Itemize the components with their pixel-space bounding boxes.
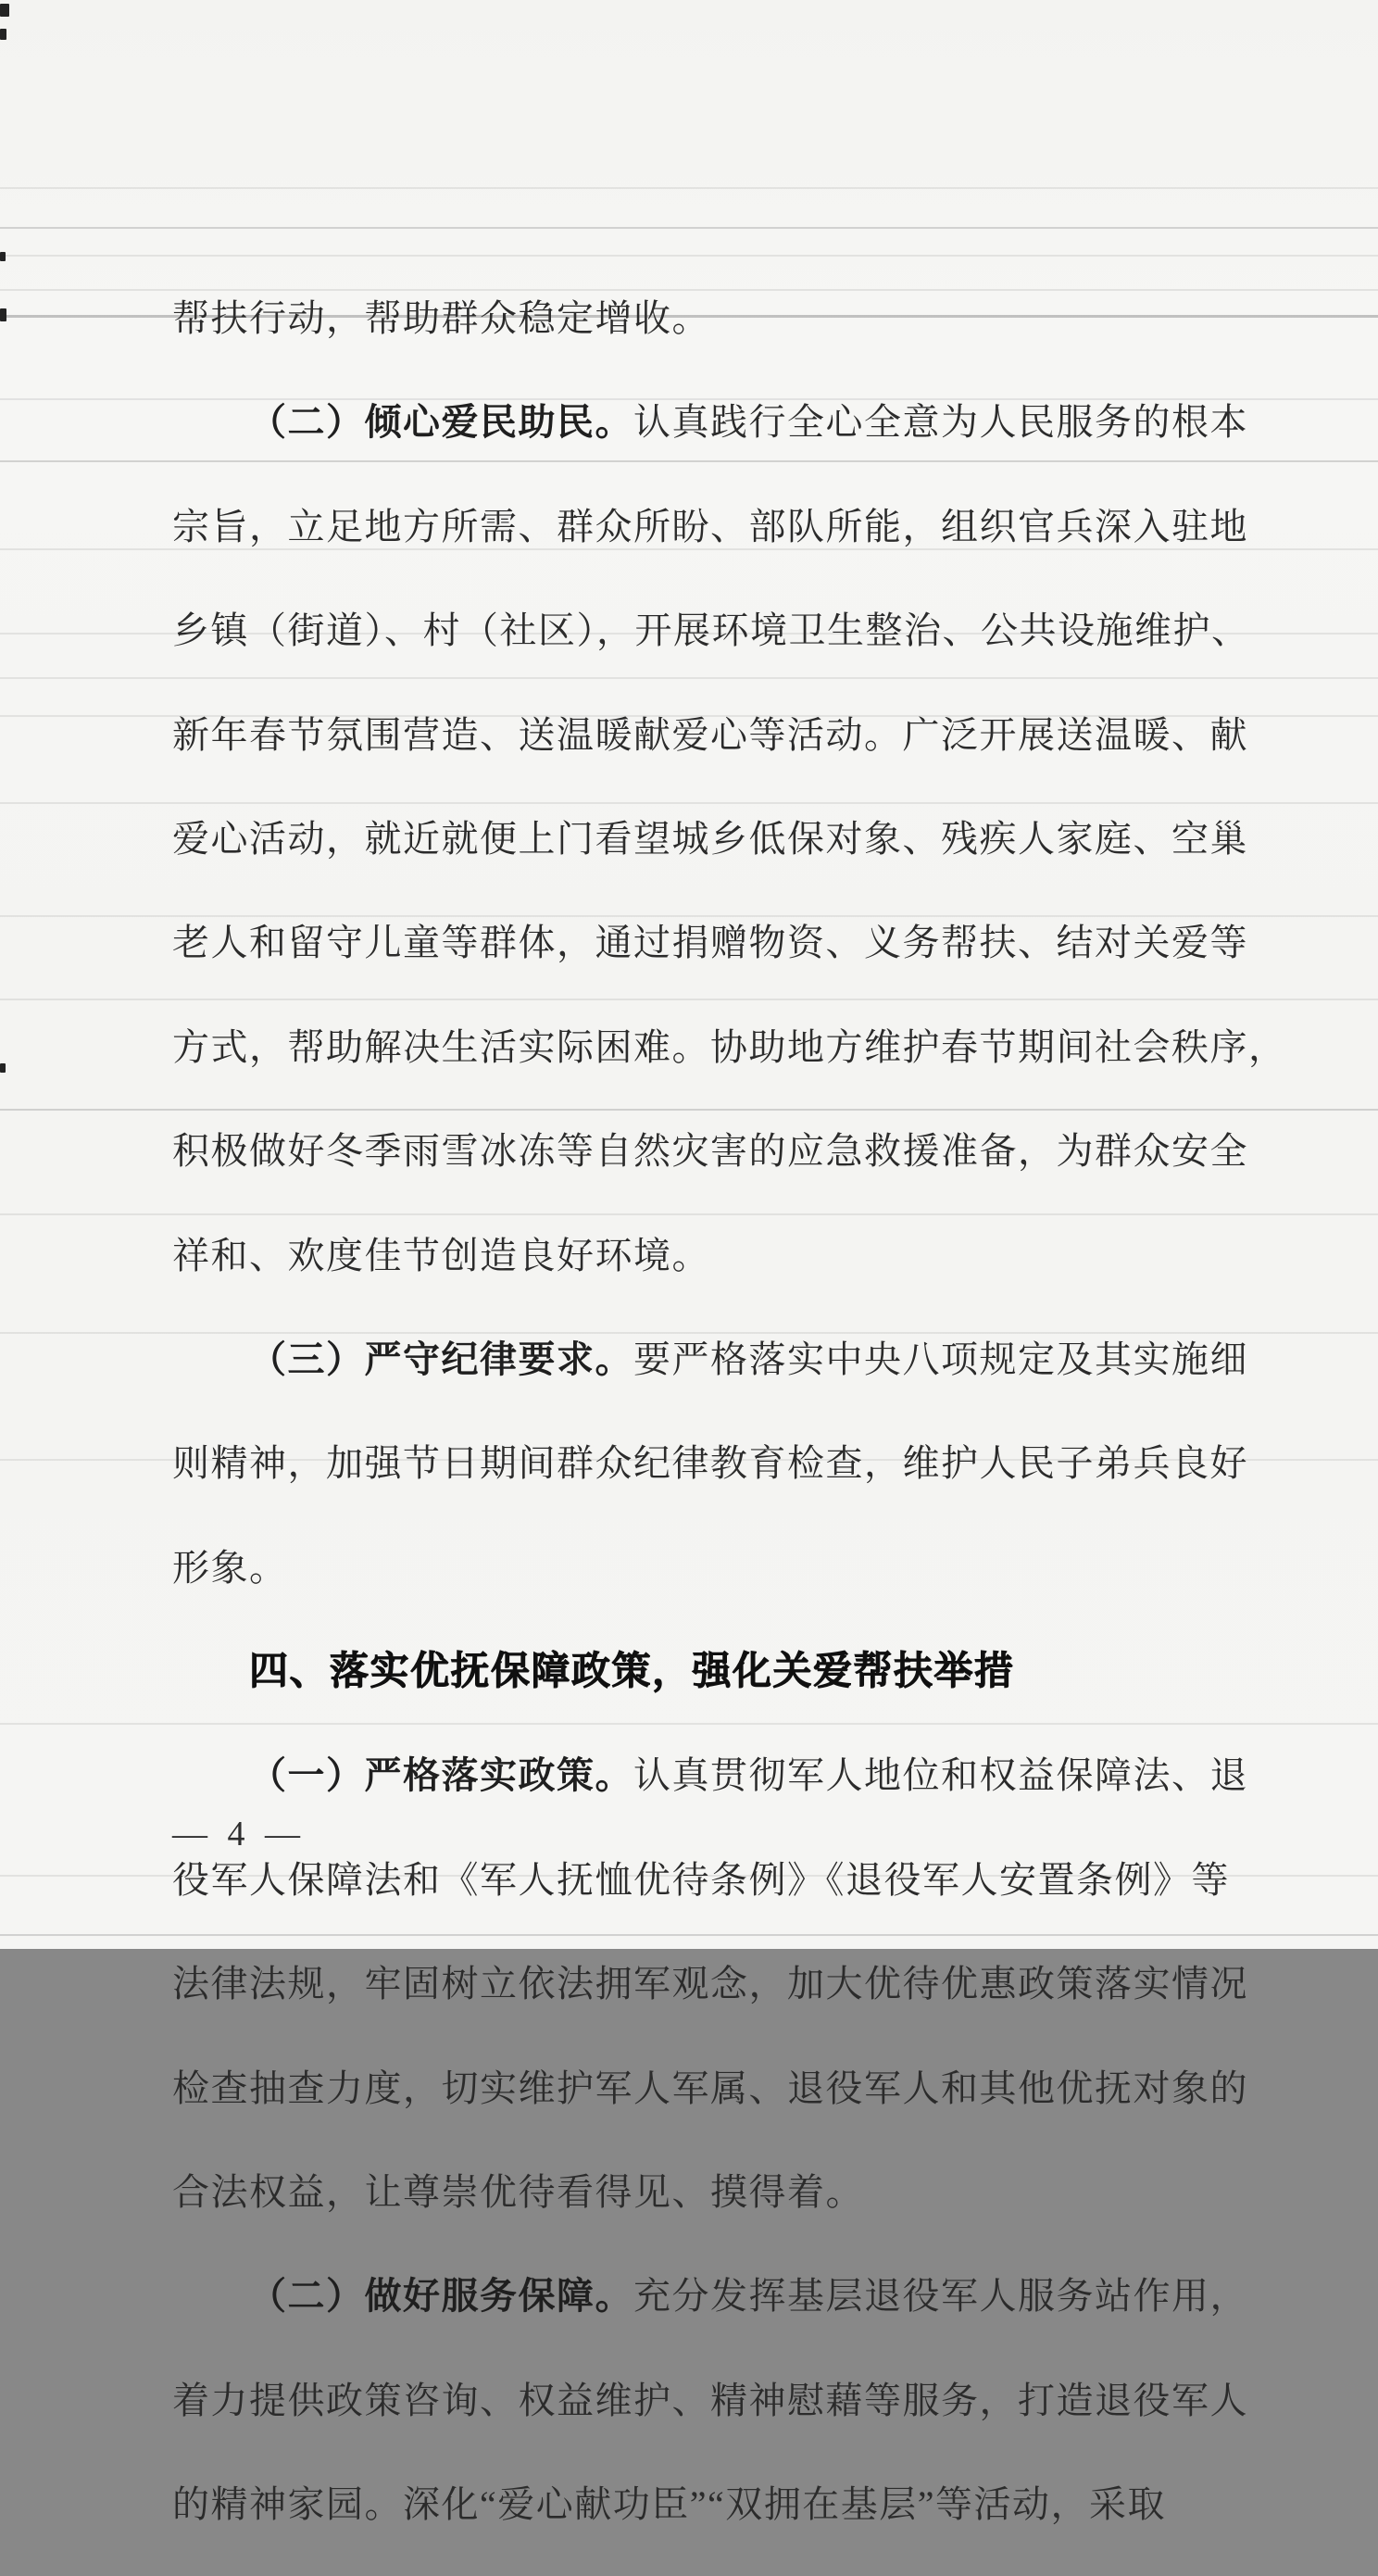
scan-speck — [0, 308, 6, 321]
line-text: 祥和、欢度佳节创造良好环境。 — [172, 1234, 710, 1276]
bold-lead: （三）严守纪律要求。 — [249, 1338, 633, 1380]
text-line — [172, 1326, 1252, 1393]
bold-lead: （一）严格落实政策。 — [249, 1754, 633, 1797]
text-line — [172, 1430, 1252, 1497]
line-text: 宗旨，立足地方所需、群众所盼、部队所能，组织官兵深入驻地 — [172, 505, 1248, 547]
bold-lead: （二）做好服务保障。 — [249, 2275, 633, 2318]
line-text: 的精神家园。深化“爱心献功臣”“双拥在基层”等活动，采取 — [172, 2483, 1167, 2526]
text-line — [172, 1118, 1252, 1185]
scan-artifact-line — [0, 227, 1378, 229]
text-line — [172, 1223, 1252, 1289]
line-text: 认真践行全心全意为人民服务的根本 — [633, 401, 1248, 444]
line-text: 新年春节氛围营造、送温暖献爱心等活动。广泛开展送温暖、献 — [172, 713, 1248, 756]
line-text: 法律法规，牢固树立依法拥军观念，加大优待优惠政策落实情况 — [172, 1963, 1248, 2005]
text-line — [172, 2159, 1252, 2226]
text-line — [172, 494, 1252, 560]
text-line — [172, 597, 1252, 664]
bold-lead: （二）倾心爱民助民。 — [249, 401, 633, 444]
page-number: — 4 — — [172, 1815, 306, 1853]
line-text: 积极做好冬季雨雪冰冻等自然灾害的应急救援准备，为群众安全 — [172, 1130, 1248, 1173]
text-line — [172, 2055, 1252, 2122]
line-text: 要严格落实中央八项规定及其实施细 — [633, 1338, 1248, 1380]
line-text: 帮扶行动，帮助群众稳定增收。 — [172, 297, 710, 339]
line-text: 形象。 — [172, 1546, 288, 1589]
section-heading — [172, 1639, 1252, 1705]
scan-speck — [0, 252, 6, 261]
document-body — [172, 248, 1287, 2576]
scan-speck — [0, 1063, 6, 1073]
line-text: 则精神，加强节日期间群众纪律教育检查，维护人民子弟兵良好 — [172, 1442, 1248, 1485]
text-line — [172, 2368, 1252, 2434]
text-line — [172, 1535, 1252, 1602]
scan-speck — [0, 4, 9, 17]
line-text: 合法权益，让尊崇优待看得见、摸得着。 — [172, 2171, 864, 2214]
line-text: 爱心活动，就近就便上门看望城乡低保对象、残疾人家庭、空巢 — [172, 817, 1248, 860]
text-line — [172, 806, 1252, 873]
line-text: 检查抽查力度，切实维护军人军属、退役军人和其他优抚对象的 — [172, 2067, 1248, 2109]
text-line — [172, 389, 1252, 456]
text-line — [172, 2471, 1252, 2538]
text-line — [172, 702, 1252, 769]
scan-artifact-line — [0, 187, 1378, 189]
line-text: 老人和留守儿童等群体，通过捐赠物资、义务帮扶、结对关爱等 — [172, 922, 1248, 964]
line-text: 着力提供政策咨询、权益维护、精神慰藉等服务，打造退役军人 — [172, 2379, 1248, 2421]
text-line — [172, 1742, 1252, 1809]
line-text: 认真贯彻军人地位和权益保障法、退 — [633, 1754, 1248, 1797]
line-text: 方式，帮助解决生活实际困难。协助地方维护春节期间社会秩序， — [172, 1025, 1287, 1068]
text-line — [172, 1014, 1287, 1081]
line-text: 乡镇（街道）、村（社区），开展环境卫生整治、公共设施维护、 — [172, 609, 1250, 652]
text-line — [172, 910, 1252, 976]
bold-lead: 四、落实优抚保障政策，强化关爱帮扶举措 — [249, 1651, 1015, 1694]
text-line — [172, 1951, 1252, 2017]
text-line — [172, 1847, 1252, 1914]
text-line — [172, 2263, 1252, 2330]
text-line — [172, 285, 1252, 352]
scan-speck — [0, 29, 6, 40]
line-text: 充分发挥基层退役军人服务站作用， — [633, 2275, 1248, 2318]
line-text: 役军人保障法和《军人抚恤优待条例》《退役军人安置条例》等 — [172, 1858, 1230, 1901]
